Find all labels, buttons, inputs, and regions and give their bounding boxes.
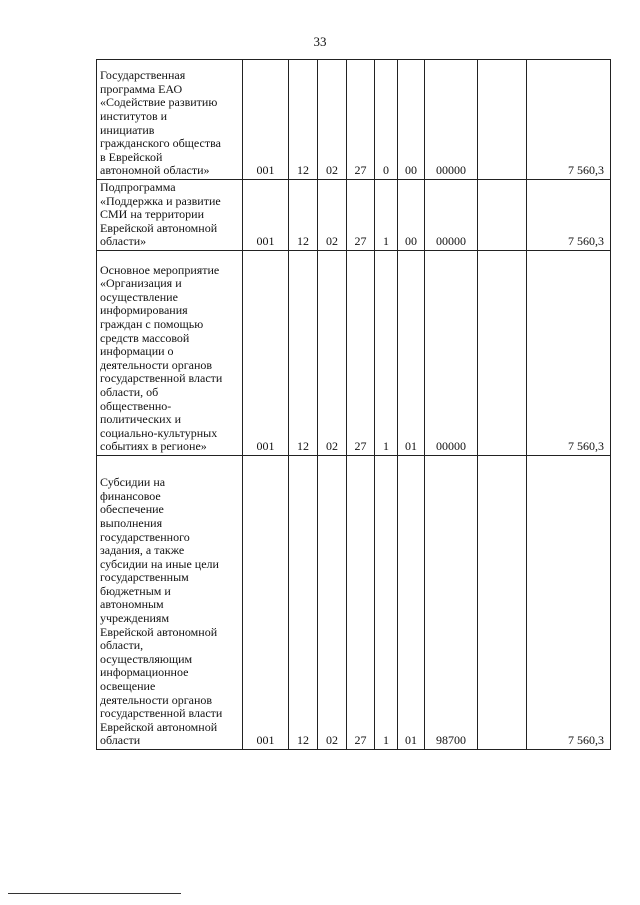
subsection-code: 02: [318, 60, 347, 180]
program-code: 27: [347, 180, 375, 251]
budget-table: [96, 59, 611, 750]
program-code: 27: [347, 456, 375, 750]
event-code: 00: [398, 180, 425, 251]
subprogram-code: 0: [375, 60, 398, 180]
table-row: [97, 251, 611, 456]
amount: 7 560,3: [527, 251, 611, 456]
subprogram-code: 1: [375, 180, 398, 251]
direction-code: 98700: [425, 456, 478, 750]
row-name: Основное мероприятие «Организация и осуществление информирования граждан с помощью средств массовой информации о деятельности органов государственной власти области, об общественно- политических и социально-культурных событиях в регионе»: [97, 251, 243, 456]
section-code: 12: [289, 456, 318, 750]
section-code: 12: [289, 60, 318, 180]
subsection-code: 02: [318, 180, 347, 251]
direction-code: 00000: [425, 180, 478, 251]
program-code: 27: [347, 251, 375, 456]
amount: 7 560,3: [527, 456, 611, 750]
table-row: [97, 180, 611, 251]
footnote-separator-line: [8, 893, 181, 894]
program-code: 27: [347, 60, 375, 180]
subprogram-code: 1: [375, 456, 398, 750]
row-name: Подпрограмма «Поддержка и развитие СМИ на территории Еврейской автономной области»: [97, 180, 243, 251]
ministry-code: 001: [243, 60, 289, 180]
row-name: Государственная программа ЕАО «Содействие развитию институтов и инициатив гражданского общества в Еврейской автономной области»: [97, 60, 243, 180]
expense-type-code: [478, 60, 527, 180]
expense-type-code: [478, 251, 527, 456]
event-code: 01: [398, 251, 425, 456]
table-row: [97, 456, 611, 750]
direction-code: 00000: [425, 251, 478, 456]
ministry-code: 001: [243, 251, 289, 456]
section-code: 12: [289, 180, 318, 251]
section-code: 12: [289, 251, 318, 456]
event-code: 00: [398, 60, 425, 180]
table-row: [97, 60, 611, 180]
expense-type-code: [478, 456, 527, 750]
amount: 7 560,3: [527, 60, 611, 180]
row-name: Субсидии на финансовое обеспечение выполнения государственного задания, а также субсидии на иные цели государственным бюджетным и автономным учреждениям Еврейской автономной области, осуществляющим информационное освещение деятельности органов государственной власти Еврейской автономной области: [97, 456, 243, 750]
subsection-code: 02: [318, 456, 347, 750]
ministry-code: 001: [243, 456, 289, 750]
page-number: 33: [313, 34, 327, 49]
subsection-code: 02: [318, 251, 347, 456]
direction-code: 00000: [425, 60, 478, 180]
ministry-code: 001: [243, 180, 289, 251]
subprogram-code: 1: [375, 251, 398, 456]
expense-type-code: [478, 180, 527, 251]
event-code: 01: [398, 456, 425, 750]
amount: 7 560,3: [527, 180, 611, 251]
